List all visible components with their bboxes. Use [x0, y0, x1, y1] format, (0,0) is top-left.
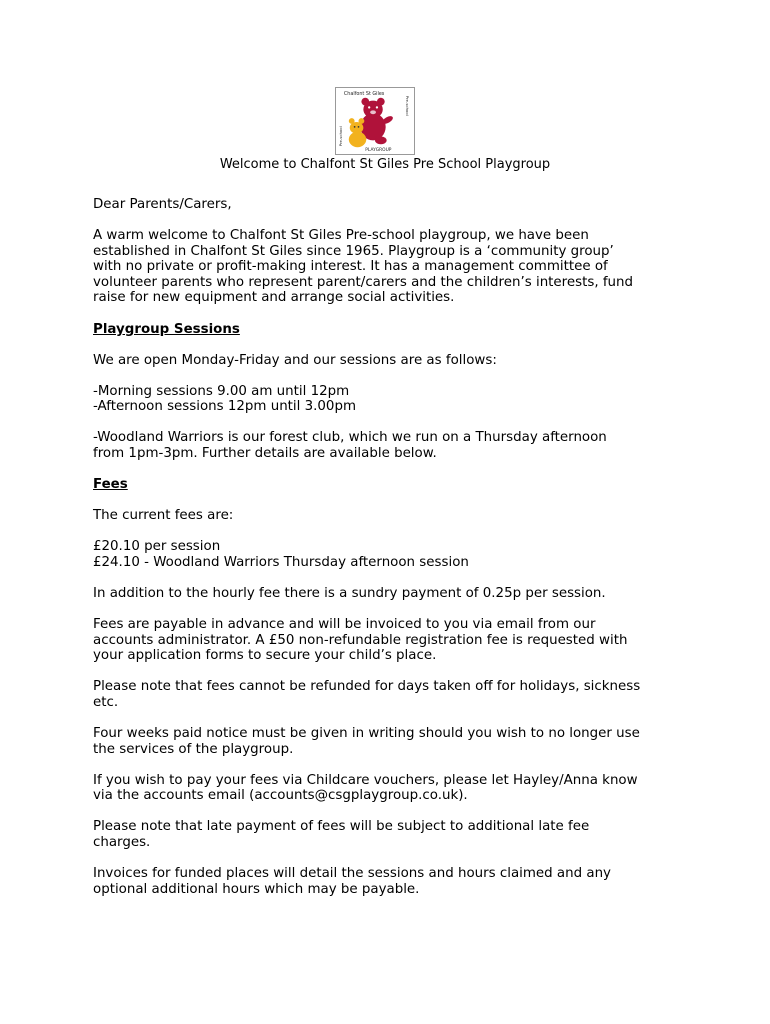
intro-line: with no private or profit-making interest. It has a management committee of [93, 259, 608, 275]
session-time-item: -Morning sessions 9.00 am until 12pm [93, 383, 350, 399]
vouchers-line: via the accounts email (accounts@csgplaygroup.co.uk). [93, 788, 468, 804]
invoices-line: optional additional hours which may be payable. [93, 881, 420, 897]
advance-paragraph [93, 617, 693, 664]
teddy-bears-logo-image [336, 88, 414, 154]
sessions-open-text: We are open Monday-Friday and our sessions are as follows: [93, 352, 497, 368]
notice-line: Four weeks paid notice must be given in writing should you wish to no longer use [93, 726, 640, 742]
woodland-line: -Woodland Warriors is our forest club, which we run on a Thursday afternoon [93, 430, 607, 446]
session-time-item: -Afternoon sessions 12pm until 3.00pm [93, 399, 356, 415]
intro-line: established in Chalfont St Giles since 1965. Playgroup is a ‘community group’ [93, 243, 614, 259]
intro-line: raise for new equipment and arrange social activities. [93, 290, 455, 306]
invoices-line: Invoices for funded places will detail the sessions and hours claimed and any [93, 866, 611, 882]
refund-line: Please note that fees cannot be refunded for days taken off for holidays, sickness [93, 679, 641, 695]
vouchers-paragraph [93, 773, 693, 804]
late-fee-line: charges. [93, 835, 151, 851]
intro-line: A warm welcome to Chalfont St Giles Pre-school playgroup, we have been [93, 228, 589, 244]
woodland-paragraph [93, 430, 693, 461]
late-fee-paragraph [93, 819, 693, 850]
session-times [93, 384, 693, 415]
vouchers-line: If you wish to pay your fees via Childcare vouchers, please let Hayley/Anna know [93, 772, 638, 788]
intro-line: volunteer parents who represent parent/carers and the children’s interests, fund [93, 274, 634, 290]
late-fee-line: Please note that late payment of fees will be subject to additional late fee [93, 819, 590, 835]
woodland-line: from 1pm-3pm. Further details are available below. [93, 446, 437, 462]
notice-paragraph [93, 726, 693, 757]
invoices-paragraph [93, 866, 693, 897]
page-title: Welcome to Chalfont St Giles Pre School Playgroup [219, 157, 551, 172]
refund-line: etc. [93, 694, 119, 710]
sessions-heading: Playgroup Sessions [93, 321, 240, 337]
fee-prices [93, 539, 693, 570]
logo-top-text: Chalfont St Giles [343, 90, 385, 97]
fees-heading: Fees [93, 477, 128, 493]
fees-intro: The current fees are: [93, 508, 234, 524]
greeting: Dear Parents/Carers, [93, 197, 232, 212]
logo-left-text: Pre-school [338, 126, 343, 147]
playgroup-logo [335, 87, 415, 155]
intro-paragraph [93, 228, 693, 306]
logo-bottom-text: PLAYGROUP [365, 148, 392, 154]
fee-price-item: £24.10 - Woodland Warriors Thursday afternoon session [93, 554, 469, 570]
refund-paragraph [93, 679, 693, 710]
advance-line: your application forms to secure your child’s place. [93, 648, 437, 664]
logo-right-text: Pre-school [405, 95, 411, 116]
sundry-paragraph: In addition to the hourly fee there is a sundry payment of 0.25p per session. [93, 586, 606, 601]
notice-line: the services of the playgroup. [93, 741, 294, 757]
letter-body [93, 197, 693, 913]
fee-price-item: £20.10 per session [93, 539, 221, 555]
advance-line: Fees are payable in advance and will be invoiced to you via email from our [93, 617, 596, 633]
advance-line: accounts administrator. A £50 non-refundable registration fee is requested with [93, 632, 628, 648]
